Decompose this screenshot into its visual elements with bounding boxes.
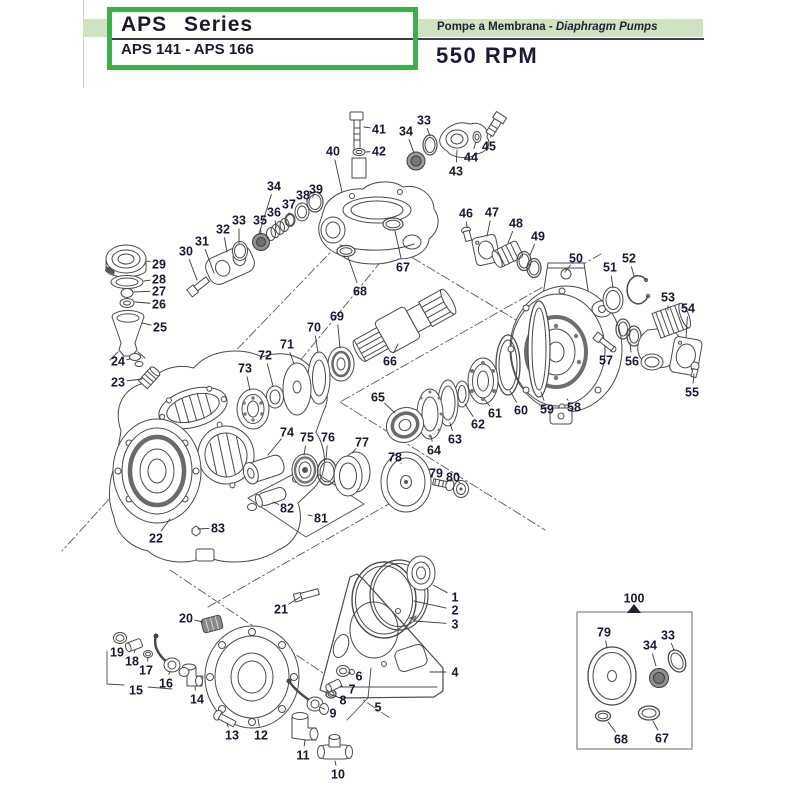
callout-1: 1 bbox=[451, 590, 459, 605]
callout-72: 72 bbox=[258, 348, 272, 363]
leader-line-24 bbox=[127, 359, 130, 360]
callout-76: 76 bbox=[321, 430, 335, 445]
callout-3: 3 bbox=[451, 617, 459, 632]
callout-60: 60 bbox=[514, 403, 528, 418]
callout-8: 8 bbox=[339, 693, 347, 708]
callout-15: 15 bbox=[129, 683, 143, 698]
callout-22: 22 bbox=[149, 531, 163, 546]
callout-82: 82 bbox=[280, 501, 294, 516]
leader-line-62 bbox=[465, 404, 473, 416]
kit-inset-box bbox=[577, 604, 692, 749]
callout-78: 78 bbox=[388, 450, 402, 465]
callout-14: 14 bbox=[190, 692, 204, 707]
callout-68: 68 bbox=[353, 284, 367, 299]
callout-73: 73 bbox=[238, 361, 252, 376]
callout-10: 10 bbox=[331, 767, 345, 782]
leader-line-10 bbox=[335, 761, 336, 765]
callout-65: 65 bbox=[371, 390, 385, 405]
leader-line-28 bbox=[144, 280, 150, 281]
callout-19: 19 bbox=[110, 645, 124, 660]
callout-50: 50 bbox=[569, 251, 583, 266]
leader-line-43 bbox=[456, 150, 457, 162]
callout-23: 23 bbox=[111, 375, 125, 390]
callout-52: 52 bbox=[622, 251, 636, 266]
callout-48: 48 bbox=[509, 216, 523, 231]
leader-line-52 bbox=[631, 267, 634, 276]
leader-line-48 bbox=[508, 231, 513, 243]
callout-34: 34 bbox=[643, 638, 657, 653]
callout-21: 21 bbox=[274, 602, 288, 617]
callout-39: 39 bbox=[309, 182, 323, 197]
callout-16: 16 bbox=[159, 676, 173, 691]
callout-56: 56 bbox=[625, 354, 639, 369]
callout-27: 27 bbox=[152, 284, 166, 299]
callout-71: 71 bbox=[280, 337, 294, 352]
callout-11: 11 bbox=[296, 748, 310, 763]
leader-line-25 bbox=[142, 323, 151, 325]
leader-line-34 bbox=[409, 139, 414, 153]
callout-57: 57 bbox=[599, 353, 613, 368]
callout-79: 79 bbox=[429, 466, 443, 481]
callout-44: 44 bbox=[464, 150, 478, 165]
category-english: Diaphragm Pumps bbox=[555, 21, 658, 33]
callout-58: 58 bbox=[567, 400, 581, 415]
callout-45: 45 bbox=[482, 139, 496, 154]
callout-66: 66 bbox=[383, 354, 397, 369]
callout-18: 18 bbox=[125, 654, 139, 669]
callout-24: 24 bbox=[111, 354, 125, 369]
callout-61: 61 bbox=[488, 406, 502, 421]
leader-line-69 bbox=[338, 325, 340, 348]
callout-36: 36 bbox=[267, 205, 281, 220]
leader-line-11 bbox=[304, 740, 305, 746]
callout-28: 28 bbox=[152, 272, 166, 287]
series-range: APS 141 - APS 166 bbox=[121, 41, 254, 58]
leader-line-76 bbox=[326, 446, 327, 459]
leader-line-81 bbox=[308, 515, 312, 516]
leader-line-49 bbox=[530, 244, 535, 255]
callout-54: 54 bbox=[681, 301, 695, 316]
callout-4: 4 bbox=[451, 665, 459, 680]
callout-33: 33 bbox=[661, 628, 675, 643]
leader-line-32 bbox=[225, 238, 227, 252]
callout-49: 49 bbox=[531, 229, 545, 244]
callout-77: 77 bbox=[355, 435, 369, 450]
leader-line-26 bbox=[135, 302, 150, 303]
callout-47: 47 bbox=[485, 205, 499, 220]
callout-25: 25 bbox=[153, 320, 167, 335]
leader-line-83 bbox=[198, 528, 209, 529]
callout-33: 33 bbox=[232, 213, 246, 228]
callout-42: 42 bbox=[372, 144, 386, 159]
callout-64: 64 bbox=[427, 443, 441, 458]
callout-62: 62 bbox=[471, 417, 485, 432]
callout-51: 51 bbox=[603, 260, 617, 275]
leader-line-3 bbox=[414, 621, 446, 623]
callout-9: 9 bbox=[329, 706, 337, 721]
part-bolt-83 bbox=[192, 526, 200, 536]
part-sleeve-77 bbox=[334, 452, 370, 496]
leader-line-2 bbox=[414, 601, 446, 608]
callout-30: 30 bbox=[179, 244, 193, 259]
callout-2: 2 bbox=[451, 603, 459, 618]
leader-line-70 bbox=[315, 336, 318, 353]
callout-70: 70 bbox=[307, 320, 321, 335]
leader-line-14 bbox=[195, 687, 196, 690]
callout-63: 63 bbox=[448, 432, 462, 447]
callout-37: 37 bbox=[282, 197, 296, 212]
callout-33: 33 bbox=[417, 113, 431, 128]
callout-59: 59 bbox=[540, 402, 554, 417]
leader-line-51 bbox=[611, 276, 613, 288]
callout-34: 34 bbox=[267, 179, 281, 194]
callout-40: 40 bbox=[326, 144, 340, 159]
leader-line-40 bbox=[335, 160, 342, 192]
callout-31: 31 bbox=[195, 234, 209, 249]
rpm-label: 550 RPM bbox=[436, 43, 539, 68]
callout-13: 13 bbox=[225, 728, 239, 743]
callout-7: 7 bbox=[348, 682, 356, 697]
callout-43: 43 bbox=[449, 164, 463, 179]
callout-80: 80 bbox=[446, 470, 460, 485]
callout-12: 12 bbox=[254, 728, 268, 743]
leader-line-30 bbox=[189, 259, 197, 280]
leader-line-65 bbox=[385, 403, 395, 413]
callout-6: 6 bbox=[355, 669, 363, 684]
callout-26: 26 bbox=[152, 297, 166, 312]
callout-46: 46 bbox=[459, 206, 473, 221]
callout-17: 17 bbox=[139, 663, 153, 678]
callout-67: 67 bbox=[396, 260, 410, 275]
callout-55: 55 bbox=[685, 385, 699, 400]
leader-line-41 bbox=[364, 127, 370, 128]
category-italian: Pompe a Membrana - bbox=[437, 21, 556, 33]
callout-68: 68 bbox=[614, 732, 628, 747]
callout-32: 32 bbox=[216, 222, 230, 237]
callout-75: 75 bbox=[300, 430, 314, 445]
callout-38: 38 bbox=[296, 188, 310, 203]
callout-100: 100 bbox=[623, 591, 645, 606]
callout-35: 35 bbox=[253, 213, 267, 228]
callout-83: 83 bbox=[211, 521, 225, 536]
callout-41: 41 bbox=[372, 122, 386, 137]
callout-29: 29 bbox=[152, 257, 166, 272]
leader-line-29 bbox=[147, 261, 150, 262]
callout-81: 81 bbox=[314, 511, 328, 526]
callout-69: 69 bbox=[330, 309, 344, 324]
leader-line-47 bbox=[487, 221, 490, 236]
part-bearing-stack-right bbox=[380, 358, 498, 449]
callout-53: 53 bbox=[661, 290, 675, 305]
series-title: APS Series bbox=[121, 13, 254, 36]
callout-79: 79 bbox=[597, 625, 611, 640]
callout-67: 67 bbox=[655, 731, 669, 746]
leader-line-17 bbox=[147, 658, 148, 661]
leader-line-1 bbox=[433, 585, 447, 593]
callout-5: 5 bbox=[374, 700, 382, 715]
callout-20: 20 bbox=[179, 611, 193, 626]
leader-line-18 bbox=[134, 650, 135, 652]
leader-line-27 bbox=[134, 291, 150, 292]
callout-34: 34 bbox=[399, 124, 413, 139]
callout-74: 74 bbox=[280, 425, 294, 440]
